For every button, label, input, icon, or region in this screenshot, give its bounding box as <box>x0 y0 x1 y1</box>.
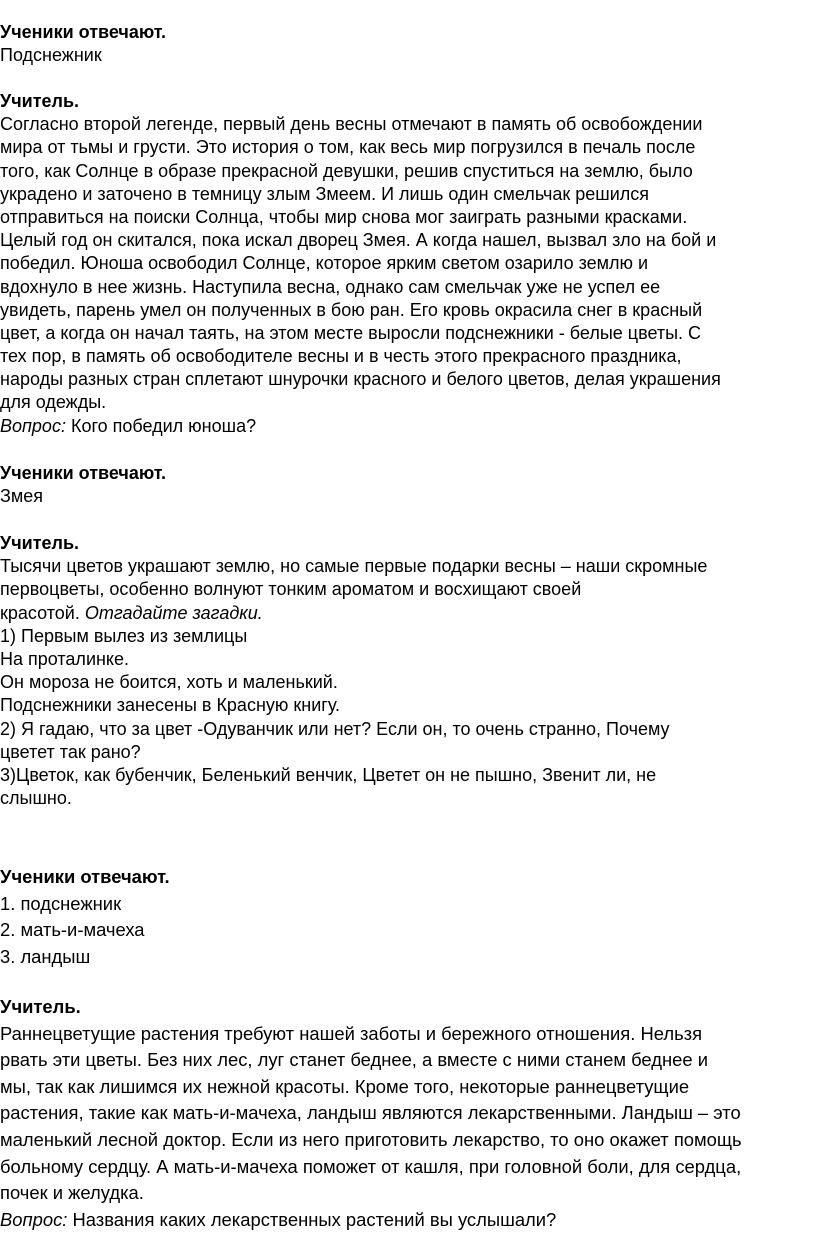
question-label: Вопрос: <box>0 1208 68 1230</box>
riddle-line: Он мороза не боится, хоть и маленький. <box>0 672 338 693</box>
question-text: Кого победил юноша? <box>65 415 257 436</box>
paragraph-line: отправиться на поиски Солнца, чтобы мир снова мог заиграть разными красками. <box>0 206 688 227</box>
riddle-line: На проталинке. <box>0 648 130 669</box>
riddle-line: Подснежники занесены в Красную книгу. <box>0 695 341 716</box>
question-line <box>0 415 816 438</box>
section-students-answer-1 <box>0 21 816 67</box>
answer-text: Подснежник <box>0 45 102 66</box>
paragraph-text: красотой. <box>0 602 85 623</box>
riddle-prompt: Отгадайте загадки. <box>84 602 263 623</box>
section-heading: Учитель. <box>0 996 81 1017</box>
section-heading: Ученики отвечают. <box>0 866 170 887</box>
section-students-answer-3 <box>0 864 816 970</box>
riddle-line: 1) Первым вылез из землицы <box>0 625 248 646</box>
paragraph-line: народы разных стран сплетают шнурочки красного и белого цветов, делая украшения <box>0 369 721 390</box>
paragraph-line: для одежды. <box>0 392 107 413</box>
paragraph-line: первоцветы, особенно волнуют тонким ароматом и восхищают своей <box>0 579 582 600</box>
answer-list-item: 2. мать-и-мачеха <box>0 919 145 941</box>
paragraph-line: победил. Юноша освободил Солнце, которое ярким светом озарило землю и <box>0 253 649 274</box>
riddle-line: 3)Цветок, как бубенчик, Беленький венчик, Цветет он не пышно, Звенит ли, не <box>0 764 657 785</box>
question-text: Названия каких лекарственных растений вы услышали? <box>67 1208 557 1230</box>
riddle-line: цветет так рано? <box>0 741 141 762</box>
paragraph-line: цвет, а когда он начал таять, на этом месте выросли подснежники - белые цветы. С <box>0 322 702 343</box>
paragraph-line: мы, так как лишимся их нежной красоты. Кроме того, некоторые раннецветущие <box>0 1075 690 1097</box>
paragraph-line: мира от тьмы и грусти. Это история о том, как весь мир погрузился в печаль после <box>0 137 696 158</box>
paragraph-line: почек и желудка. <box>0 1182 144 1204</box>
riddle-line: 2) Я гадаю, что за цвет -Одуванчик или нет? Если он, то очень странно, Почему <box>0 718 670 739</box>
paragraph-line: украдено и заточено в темницу злым Змеем. И лишь один смельчак решился <box>0 183 650 204</box>
paragraph-line: растения, такие как мать-и-мачеха, ландыш являются лекарственными. Ландыш – это <box>0 1102 741 1124</box>
question-label: Вопрос: <box>0 415 66 436</box>
paragraph-line: больному сердцу. А мать-и-мачеха поможет от кашля, при головной боли, для сердца, <box>0 1155 742 1177</box>
paragraph-line: Целый год он скитался, пока искал дворец Змея. А когда нашел, вызвал зло на бой и <box>0 230 717 251</box>
paragraph-line: Согласно второй легенде, первый день весны отмечают в память об освобождении <box>0 114 703 135</box>
section-heading: Учитель. <box>0 533 80 553</box>
section-students-answer-2 <box>0 462 816 508</box>
paragraph-line: Тысячи цветов украшают землю, но самые первые подарки весны – наши скромные <box>0 556 708 577</box>
paragraph-line: рвать эти цветы. Без них лес, луг станет беднее, а вместе с ними станем беднее и <box>0 1049 708 1071</box>
paragraph-line: того, как Солнце в образе прекрасной девушки, решив спуститься на землю, было <box>0 160 693 181</box>
paragraph-line: Раннецветущие растения требуют нашей заботы и бережного отношения. Нельзя <box>0 1022 703 1044</box>
section-heading: Ученики отвечают. <box>0 463 167 483</box>
section-teacher-medicinal <box>0 994 816 1233</box>
section-heading: Ученики отвечают. <box>0 22 167 42</box>
paragraph-line: маленький лесной доктор. Если из него приготовить лекарство, то оно окажет помощь <box>0 1128 742 1150</box>
paragraph-line <box>0 602 816 625</box>
section-teacher-legend <box>0 90 816 438</box>
section-teacher-riddles <box>0 532 816 810</box>
section-heading: Учитель. <box>0 91 80 111</box>
paragraph-line: тех пор, в память об освободителе весны и в честь этого прекрасного праздника, <box>0 346 682 367</box>
paragraph-line: увидеть, парень умел он полученных в бою ран. Его кровь окрасила снег в красный <box>0 299 703 320</box>
question-line <box>0 1207 816 1234</box>
riddle-line: слышно. <box>0 788 72 809</box>
answer-list-item: 3. ландыш <box>0 945 91 967</box>
paragraph-line: вдохнуло в нее жизнь. Наступила весна, однако сам смельчак уже не успел ее <box>0 276 661 297</box>
answer-text: Змея <box>0 486 44 507</box>
answer-list-item: 1. подснежник <box>0 892 122 914</box>
